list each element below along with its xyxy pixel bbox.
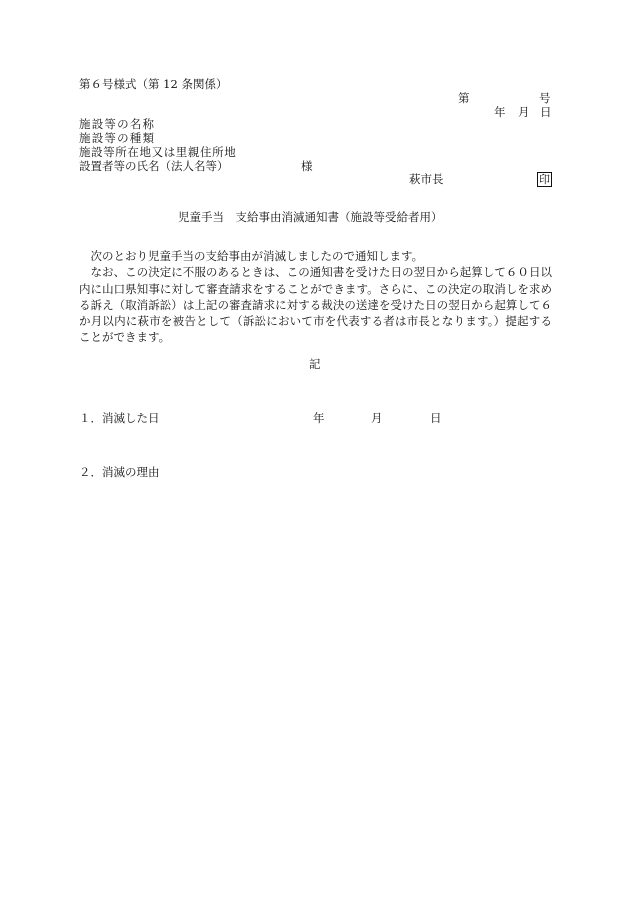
doc-number-prefix: 第 bbox=[458, 91, 470, 105]
honorific: 様 bbox=[301, 159, 313, 173]
issuer-title: 萩市長 bbox=[409, 172, 444, 186]
body-text bbox=[79, 248, 552, 346]
item-2-label: ２．消滅の理由 bbox=[79, 465, 160, 479]
form-label: 第６号様式（第 12 条関係） bbox=[79, 77, 228, 91]
facility-address-label: 施設等所在地又は里親住所地 bbox=[79, 145, 237, 159]
ki-heading: 記 bbox=[309, 357, 321, 371]
operator-name-label: 設置者等の氏名（法人名等） bbox=[79, 159, 229, 173]
facility-type-label: 施設等の種類 bbox=[79, 131, 156, 145]
item-1-month: 月 bbox=[371, 411, 383, 425]
body-paragraph-2: なお、この決定に不服のあるときは、この通知書を受けた日の翌日から起算して６０日以内に山口県知事に対して審査請求をすることができます。さらに、この決定の取消しを求める訴え（取消訴訟）は上記の審査請求に対する裁決の送達を受けた日の翌日から起算して６か月以内に萩市を被告として（訴訟において市を代表する者は市長となります。）提起することができます。 bbox=[79, 265, 552, 345]
date-month: 月 bbox=[518, 105, 530, 119]
facility-name-label: 施設等の名称 bbox=[79, 117, 156, 131]
item-1-year: 年 bbox=[313, 411, 325, 425]
item-1-label: １．消滅した日 bbox=[79, 411, 160, 425]
date-year: 年 bbox=[494, 105, 506, 119]
document-title: 児童手当 支給事由消滅通知書（施設等受給者用） bbox=[178, 210, 443, 224]
body-paragraph-1: 次のとおり児童手当の支給事由が消滅しましたので通知します。 bbox=[90, 249, 424, 263]
seal-mark: 印 bbox=[539, 173, 550, 186]
doc-number-suffix: 号 bbox=[539, 91, 551, 105]
item-1-day: 日 bbox=[430, 411, 442, 425]
date-day: 日 bbox=[540, 105, 552, 119]
